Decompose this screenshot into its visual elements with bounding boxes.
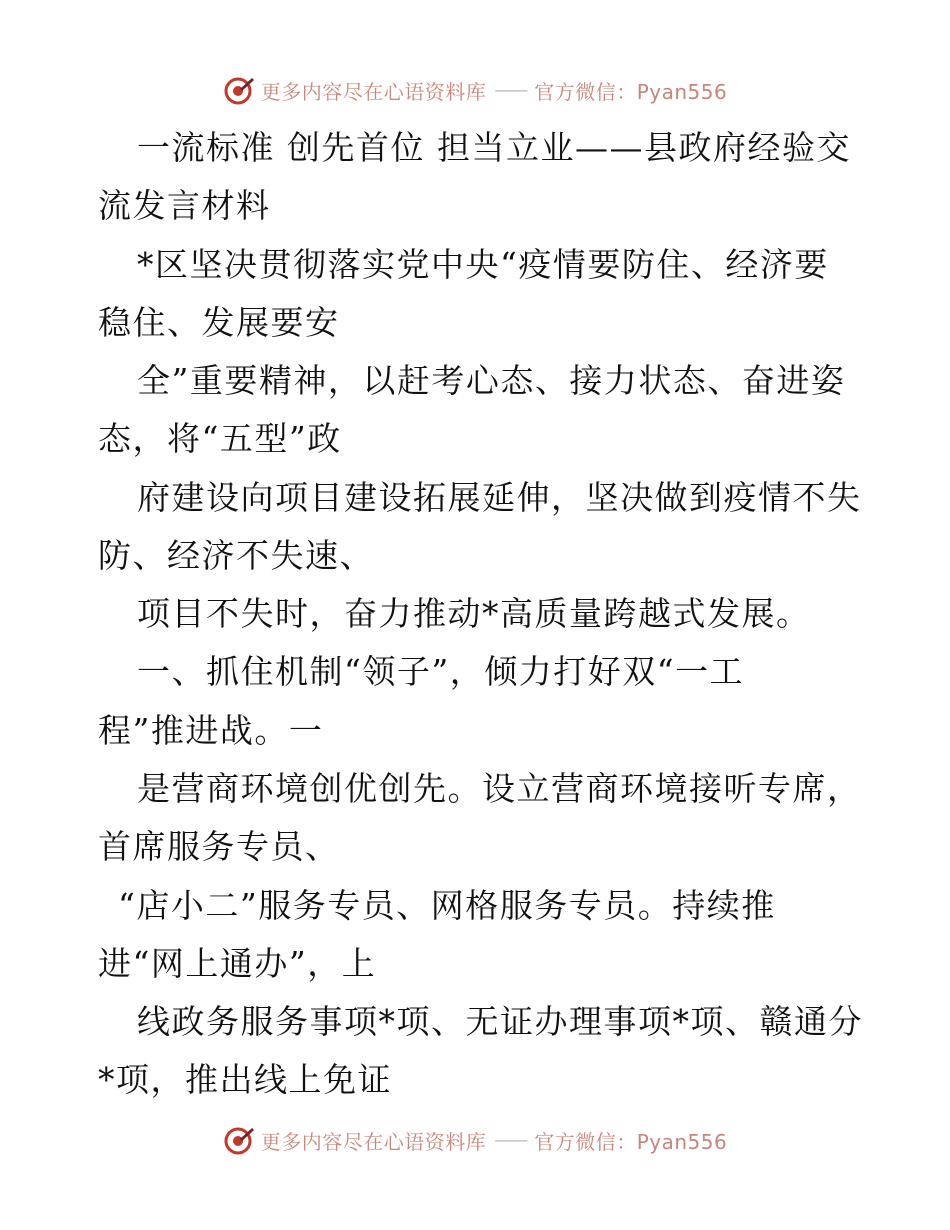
doc-line: 防、经济不失速、	[98, 536, 374, 575]
doc-line: 一、抓住机制“领子”，倾力打好双“一工	[137, 652, 745, 691]
doc-line: 程”推进战。一	[98, 711, 324, 750]
watermark-right-text: 官方微信：Pyan556	[534, 1129, 728, 1154]
doc-line: 项目不失时，奋力推动*高质量跨越式发展。	[137, 594, 811, 633]
watermark-left-text: 更多内容尽在心语资料库	[260, 79, 487, 104]
watermark-dash: ——	[494, 1129, 527, 1151]
brand-logo-icon	[223, 74, 255, 106]
doc-line: 线政务服务事项*项、无证办理事项*项、赣通分	[137, 1002, 863, 1041]
doc-line: 稳住、发展要安	[98, 303, 340, 342]
doc-line: 首席服务专员、	[98, 827, 340, 866]
doc-line: 府建设向项目建设拓展延伸，坚决做到疫情不失	[137, 478, 862, 517]
watermark-dash: ——	[494, 79, 527, 101]
doc-line: 一流标准 创先首位 担当立业——县政府经验交	[137, 128, 851, 167]
watermark-right-text: 官方微信：Pyan556	[534, 79, 728, 104]
doc-line: 态，将“五型”政	[98, 419, 342, 458]
doc-line: “店小二”服务专员、网格服务专员。持续推	[118, 886, 776, 925]
doc-line: 进“网上通办”，上	[98, 944, 377, 983]
doc-line: *项，推出线上免证	[98, 1060, 392, 1099]
header-watermark	[0, 70, 950, 110]
doc-line: 全”重要精神，以赶考心态、接力状态、奋进姿	[137, 361, 846, 400]
doc-line: 是营商环境创优创先。设立营商环境接听专席，	[137, 769, 862, 808]
doc-line: 流发言材料	[98, 186, 271, 225]
brand-logo-icon	[223, 1124, 255, 1156]
doc-line: *区坚决贯彻落实党中央“疫情要防住、经济要	[137, 245, 829, 284]
footer-watermark	[0, 1120, 950, 1160]
watermark-left-text: 更多内容尽在心语资料库	[260, 1129, 487, 1154]
